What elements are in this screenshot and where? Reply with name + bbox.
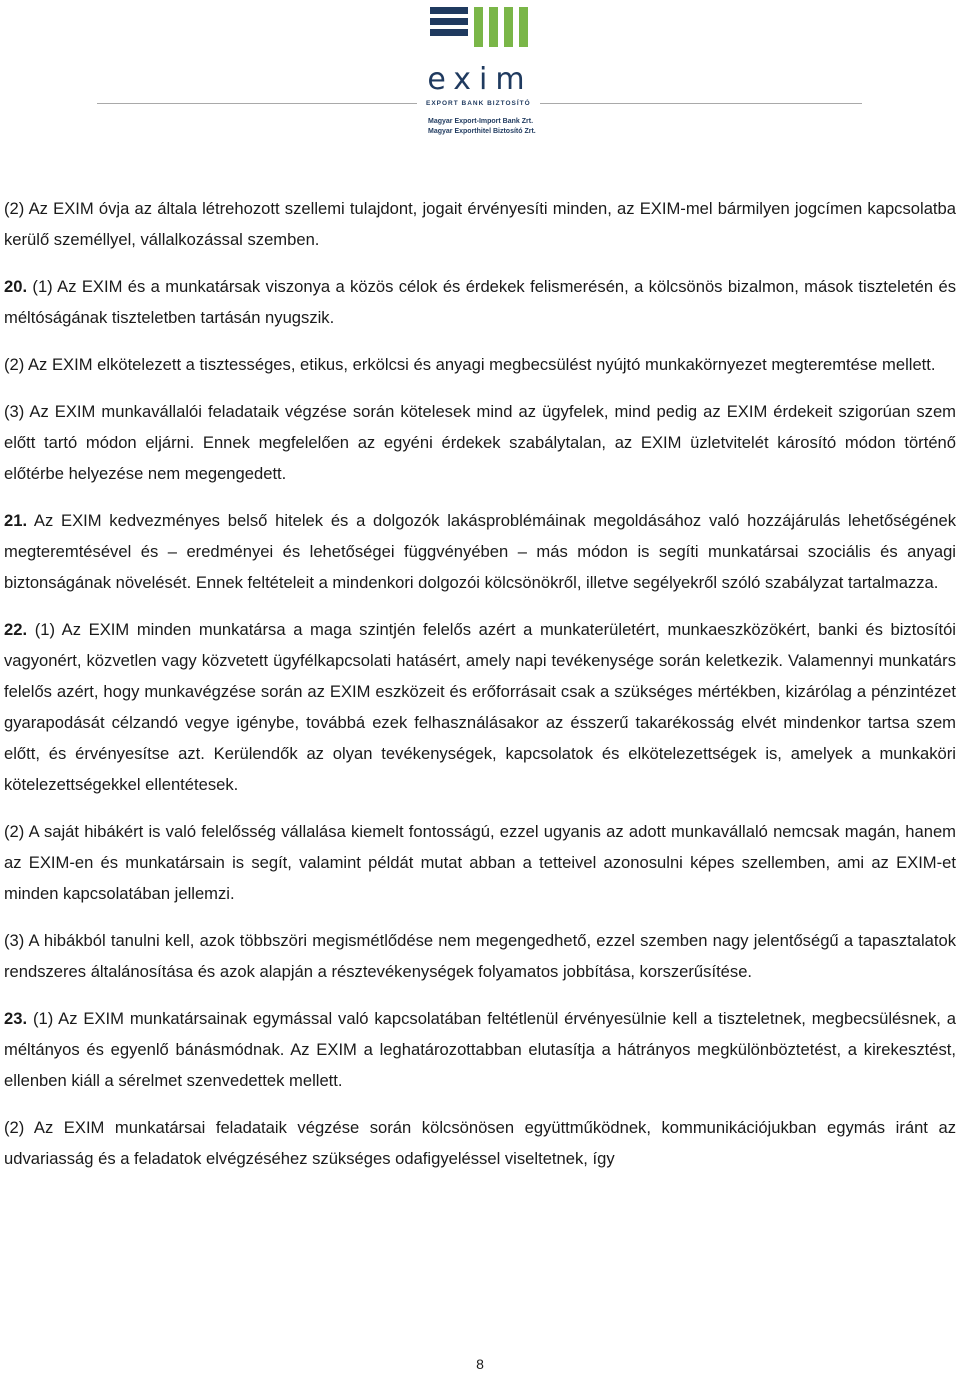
paragraph: 20. (1) Az EXIM és a munkatársak viszonya a közös célok és érdekek felismerésén, a kölcsönös bizalmon, mások tiszteletén és méltóságának tiszteletben tartásán nyugszik. — [4, 277, 956, 327]
paragraph: (2) Az EXIM elkötelezett a tisztességes, etikus, erkölcsi és anyagi megbecsülést nyújtó munkakörnyezet megteremtése mellett. — [4, 355, 936, 374]
paragraph: (3) A hibákból tanulni kell, azok többszöri megismétlődése nem megengedhető, ezzel szemben nagy jelentőségű a tapasztalatok rendszeres általánosítása és azok alapján a résztevékenységek folyamatos jobbítása, korszerűsítése. — [4, 931, 956, 981]
page-number: 8 — [476, 1356, 484, 1372]
document-body — [4, 193, 956, 1190]
header-rule-right — [540, 103, 862, 104]
paragraph: 23. (1) Az EXIM munkatársainak egymással való kapcsolatában feltétlenül érvényesülnie kell a tiszteletnek, megbecsülésnek, a méltányos és egyenlő bánásmódnak. Az EXIM a leghatározottabban elutasítja a hátrányos megkülönböztetést, a kirekesztést, ellenben kiáll a sérelmet szenvedettek mellett. — [4, 1009, 956, 1090]
paragraph: 21. Az EXIM kedvezményes belső hitelek és a dolgozók lakásproblémáinak megoldásához való hozzájárulás lehetőségének megteremtésével és – eredményei és lehetőségei függvényében – más módon is segíti munkatársai szociális és anyagi biztonságának növelését. Ennek feltételeit a mindenkori dolgozói kölcsönökről, illetve segélyekről szóló szabályzat tartalmazza. — [4, 511, 956, 592]
paragraph: (2) Az EXIM óvja az általa létrehozott szellemi tulajdont, jogait érvényesíti minden, az EXIM-mel bármilyen jogcímen kapcsolatba kerülő személlyel, vállalkozással szemben. — [4, 199, 956, 249]
paragraph: (3) Az EXIM munkavállalói feladataik végzése során kötelesek mind az ügyfelek, mind pedig az EXIM érdekeit szigorúan szem előtt tartó módon eljárni. Ennek megfelelően az egyéni érdekek szabálytalan, az EXIM üzletvitelét károsító módon történő előtérbe helyezése nem megengedett. — [4, 402, 956, 483]
logo-wordmark: exim — [427, 62, 533, 97]
exim-logo — [422, 4, 538, 142]
logo-mark-icon — [422, 4, 538, 64]
paragraph: (2) Az EXIM munkatársai feladataik végzése során kölcsönösen együttműködnek, kommunikációjukban egymás iránt az udvariasság és a feladatok elvégzéséhez szükséges odafigyeléssel viseltetnek, így — [4, 1118, 956, 1168]
paragraph: (2) A saját hibákért is való felelősség vállalása kiemelt fontosságú, ezzel ugyanis az adott munkavállaló nemcsak magán, hanem az EXIM-en és munkatársain is segít, valamint példát mutat abban a tetteivel azonosulni képes szellemben, ami az EXIM-et minden kapcsolatában jellemzi. — [4, 822, 956, 903]
page-header — [0, 0, 960, 150]
header-rule-left — [97, 103, 417, 104]
paragraph: 22. (1) Az EXIM minden munkatársa a maga szintjén felelős azért a munkaterületért, munkaeszközökért, banki és biztosítói vagyonért, közvetlen vagy közvetett ügyfélkapcsolati hatásért, amely napi tevékenysége során keletkezik. Valamennyi munkatárs felelős azért, hogy munkavégzése során az EXIM eszközeit és erőforrásait csak a szükséges mértékben, kizárólag a pénzintézet gyarapodását célzandó vegye igénybe, továbbá ezek felhasználásakor az ésszerű takarékosság elvét mindenkor tartsa szem előtt, és érvényesítse azt. Kerülendők az olyan tevékenységek, kapcsolatok és elkötelezettségek is, amelyek a munkaköri kötelezettségekkel ellentétesek. — [4, 620, 956, 794]
logo-tagline: EXPORT BANK BIZTOSÍTÓ — [426, 100, 531, 107]
logo-subtitle-2: Magyar Exporthitel Biztosító Zrt. — [428, 128, 536, 135]
logo-subtitle-1: Magyar Export-Import Bank Zrt. — [428, 118, 534, 125]
